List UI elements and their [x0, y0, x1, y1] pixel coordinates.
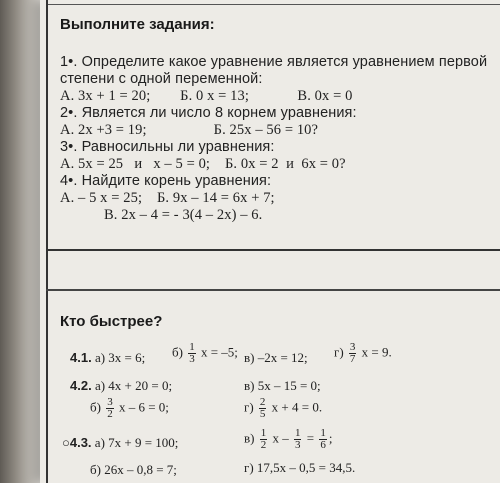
denominator: 5: [259, 408, 266, 420]
exercise-item: а) 7x + 9 = 100;: [94, 435, 179, 450]
task-line: 1•. Определите какое уравнение является уравнением первой: [60, 54, 488, 70]
expression: ;: [328, 430, 333, 446]
task-line: А. – 5 х = 25; Б. 9х – 14 = 6х + 7;: [60, 190, 275, 206]
fraction: [294, 428, 302, 451]
numerator: 1: [320, 427, 326, 439]
task-line: 3•. Равносильны ли уравнения:: [60, 139, 275, 155]
exercise-item: а) 4x + 20 = 0;: [94, 378, 173, 393]
exercise-4-1-a: [70, 350, 145, 366]
task-line: степени с одной переменной:: [60, 71, 263, 87]
exercise-number: ○4.3.: [62, 435, 92, 450]
exercise-4-2-b: [90, 397, 169, 420]
exercise-4-3-v: [244, 428, 332, 451]
fraction: [106, 397, 114, 420]
denominator: 6: [320, 439, 326, 451]
denominator: 2: [260, 439, 267, 451]
task-line: А. 2х +3 = 19; Б. 25х – 56 = 10?: [60, 122, 319, 138]
denominator: 3: [189, 353, 195, 365]
denominator: 7: [349, 353, 356, 365]
numerator: 1: [294, 427, 301, 439]
expression: x = 9.: [361, 344, 392, 360]
section2-heading: Кто быстрее?: [60, 313, 163, 330]
fraction: [259, 397, 267, 420]
section-divider-2: [46, 289, 500, 291]
section1-heading: Выполните задания:: [60, 16, 215, 33]
section-divider: [46, 249, 500, 251]
item-letter: б): [172, 344, 183, 360]
expression: x – 6 = 0;: [118, 399, 169, 415]
exercise-4-2-a: [70, 378, 172, 394]
task-line: А. 3х + 1 = 20; Б. 0 х = 13; В. 0х = 0: [60, 88, 353, 104]
numerator: 2: [259, 396, 266, 408]
item-letter: г): [334, 344, 344, 360]
fraction: [349, 342, 357, 365]
exercise-4-1-g: [334, 342, 392, 365]
task-line: В. 2х – 4 = - 3(4 – 2х) – 6.: [104, 207, 263, 223]
exercise-item: а) 3x = 6;: [94, 350, 146, 365]
table-top-border: [46, 4, 500, 5]
fraction: [260, 428, 268, 451]
exercise-number: 4.1.: [70, 350, 92, 365]
exercise-4-3-g: г) 17,5x – 0,5 = 34,5.: [244, 460, 356, 475]
task-line: 4•. Найдите корень уравнения:: [60, 173, 272, 189]
denominator: 2: [107, 408, 113, 420]
numerator: 1: [260, 427, 267, 439]
exercise-4-3-b: б) 26x – 0,8 = 7;: [90, 462, 177, 477]
item-letter: в): [244, 430, 255, 446]
exercise-4-3-a: [62, 435, 178, 451]
numerator: 3: [349, 341, 356, 353]
exercise-4-1-v: в) –2x = 12;: [244, 350, 308, 365]
fraction: [188, 342, 196, 365]
numerator: 1: [189, 341, 195, 353]
numerator: 3: [107, 396, 113, 408]
exercise-4-1-b: [172, 342, 238, 365]
item-letter: б): [90, 399, 101, 415]
exercise-number: 4.2.: [70, 378, 92, 393]
task-line: 2•. Является ли число 8 корнем уравнения:: [60, 105, 357, 121]
item-letter: г): [244, 399, 254, 415]
table-left-border: [46, 0, 48, 483]
exercise-4-2-g: [244, 397, 322, 420]
expression: x = –5;: [200, 344, 238, 360]
fraction: [319, 428, 327, 451]
expression: =: [306, 430, 315, 446]
denominator: 3: [294, 439, 301, 451]
task-line: А. 5х = 25 и х – 5 = 0; Б. 0х = 2 и 6х = 0?: [60, 156, 346, 172]
expression: x –: [272, 430, 289, 446]
expression: x + 4 = 0.: [271, 399, 323, 415]
exercise-4-2-v: в) 5x – 15 = 0;: [244, 378, 321, 393]
